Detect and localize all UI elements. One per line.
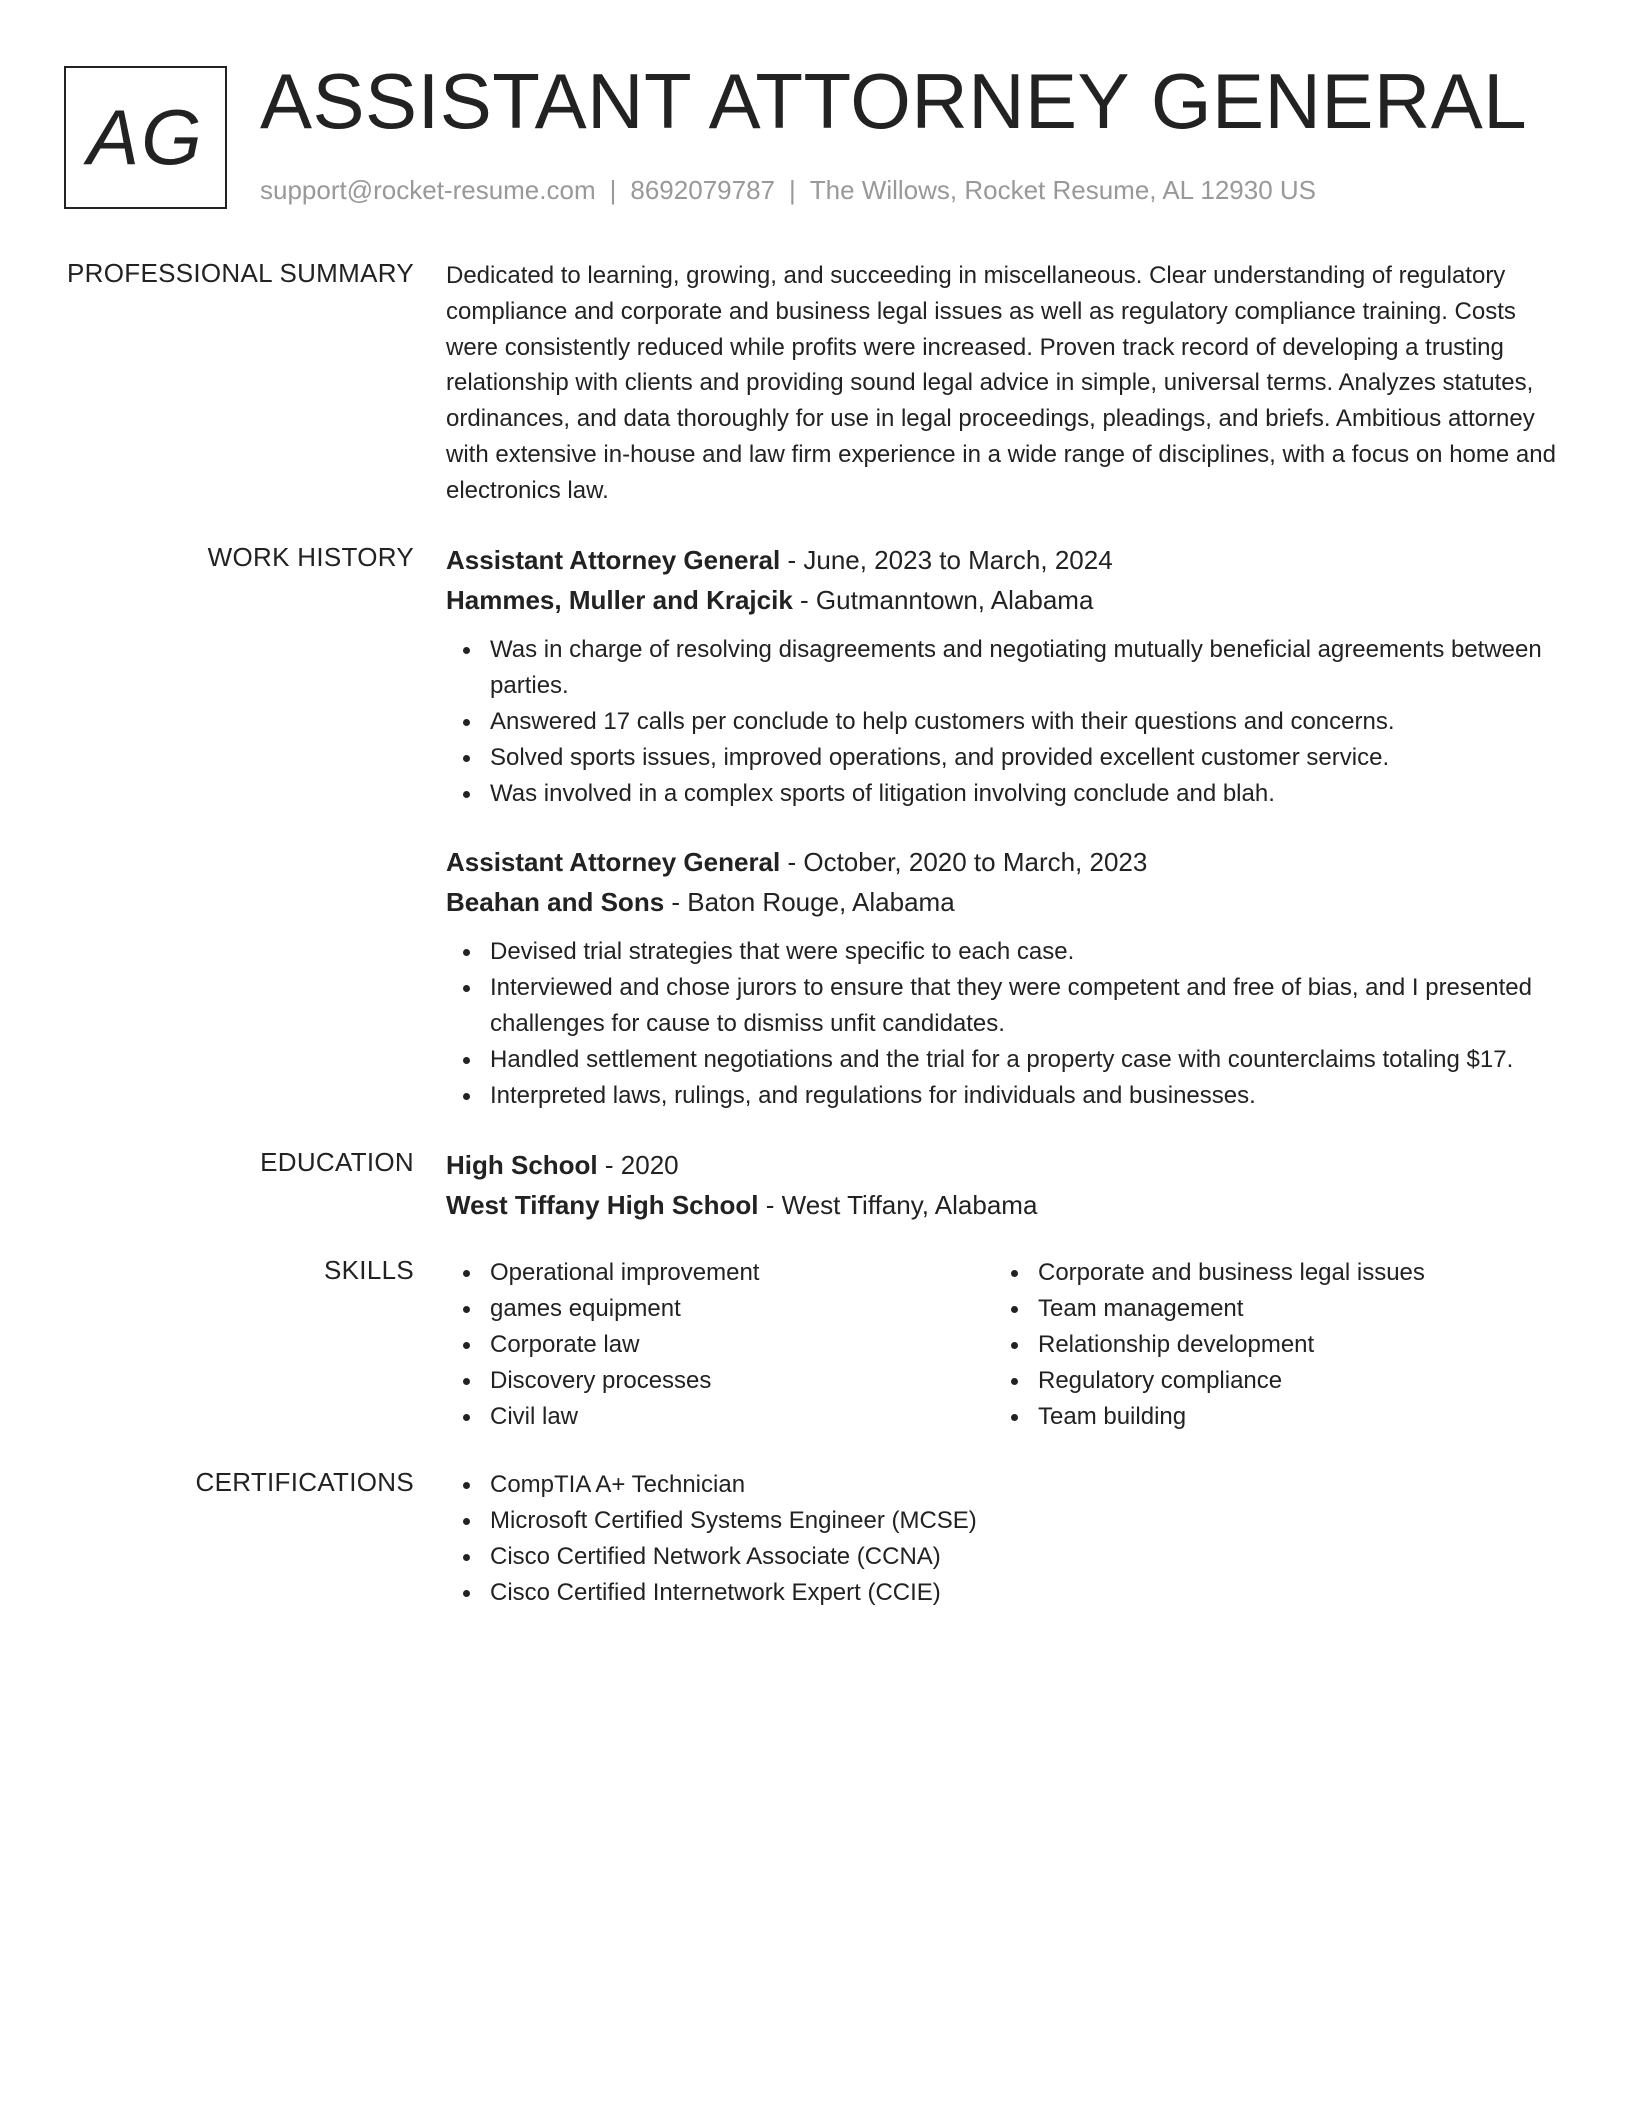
job-dates: - June, 2023 to March, 2024 (780, 545, 1113, 575)
certification-item: Microsoft Certified Systems Engineer (MCSE) (446, 1503, 1564, 1539)
job-bullet: Devised trial strategies that were specific to each case. (446, 934, 1564, 970)
job-bullets (446, 934, 1564, 1114)
resume-name: ASSISTANT ATTORNEY GENERAL (260, 57, 1528, 145)
contact-line (260, 175, 1316, 206)
skill-item: Team management (994, 1291, 1542, 1327)
certification-item: Cisco Certified Internetwork Expert (CCIE) (446, 1575, 1564, 1611)
summary-text: Dedicated to learning, growing, and succeeding in miscellaneous. Clear understanding of regulatory compliance and corporate and business legal issues as well as regulatory compliance training. Costs were consistently reduced while profits were increased. Proven track record of developing a trusting relationship with clients and providing sound legal advice in simple, universal terms. Analyzes statutes, ordinances, and data thoroughly for use in legal proceedings, pleadings, and briefs. Ambitious attorney with extensive in-house and law firm experience in a wide range of disciplines, with a focus on home and electronics law. (446, 262, 1556, 504)
skills-label: SKILLS (324, 1255, 414, 1285)
job-dates: - October, 2020 to March, 2023 (780, 847, 1148, 877)
skill-item: games equipment (446, 1291, 994, 1327)
job-title: Assistant Attorney General (446, 847, 781, 877)
skills-column-2 (994, 1255, 1542, 1435)
skill-item: Civil law (446, 1399, 994, 1435)
job-bullet: Handled settlement negotiations and the trial for a property case with counterclaims totaling $17. (446, 1042, 1564, 1078)
job-location: - Gutmanntown, Alabama (792, 585, 1094, 615)
job-bullet: Answered 17 calls per conclude to help customers with their questions and concerns. (446, 704, 1564, 740)
skills-body (446, 1255, 1564, 1435)
certification-item: CompTIA A+ Technician (446, 1467, 1564, 1503)
education-body (446, 1145, 1564, 1225)
contact-email[interactable]: support@rocket-resume.com (260, 175, 596, 205)
job-entry (446, 540, 1564, 812)
summary-label: PROFESSIONAL SUMMARY (67, 258, 414, 288)
job-bullets (446, 632, 1564, 812)
education-degree: High School (446, 1150, 598, 1180)
job-bullet: Interviewed and chose jurors to ensure that they were competent and free of bias, and I presented challenges for cause to dismiss unfit candidates. (446, 970, 1564, 1042)
education-location: - West Tiffany, Alabama (758, 1190, 1038, 1220)
contact-separator: | (609, 175, 617, 205)
job-company: Beahan and Sons (446, 887, 665, 917)
certifications-list (446, 1467, 1564, 1611)
contact-separator: | (789, 175, 796, 205)
skill-item: Relationship development (994, 1327, 1542, 1363)
monogram-box (64, 66, 227, 209)
job-location: - Baton Rouge, Alabama (664, 887, 955, 917)
job-title-line (446, 842, 1564, 882)
education-school: West Tiffany High School (446, 1190, 759, 1220)
skill-item: Team building (994, 1399, 1542, 1435)
certifications-label: CERTIFICATIONS (195, 1467, 414, 1497)
job-bullet: Was involved in a complex sports of litigation involving conclude and blah. (446, 776, 1564, 812)
education-school-line (446, 1185, 1564, 1225)
education-year: - 2020 (597, 1150, 679, 1180)
monogram-initials: AG (87, 93, 204, 181)
certification-item: Cisco Certified Network Associate (CCNA) (446, 1539, 1564, 1575)
job-company-line (446, 580, 1564, 620)
job-title: Assistant Attorney General (446, 545, 781, 575)
skill-item: Corporate law (446, 1327, 994, 1363)
skill-item: Discovery processes (446, 1363, 994, 1399)
certifications-body (446, 1467, 1564, 1611)
education-degree-line (446, 1145, 1564, 1185)
contact-address: The Willows, Rocket Resume, AL 12930 US (809, 175, 1317, 205)
work-history-label: WORK HISTORY (207, 542, 414, 572)
work-history-body (446, 540, 1564, 1114)
job-bullet: Solved sports issues, improved operations, and provided excellent customer service. (446, 740, 1564, 776)
job-company: Hammes, Muller and Krajcik (446, 585, 793, 615)
skills-column-1 (446, 1255, 994, 1435)
education-label: EDUCATION (260, 1147, 414, 1177)
contact-phone[interactable]: 8692079787 (630, 175, 775, 205)
job-entry (446, 842, 1564, 1114)
job-title-line (446, 540, 1564, 580)
job-bullet: Interpreted laws, rulings, and regulations for individuals and businesses. (446, 1078, 1564, 1114)
job-bullet: Was in charge of resolving disagreements and negotiating mutually beneficial agreements between parties. (446, 632, 1564, 704)
skill-item: Operational improvement (446, 1255, 994, 1291)
skill-item: Corporate and business legal issues (994, 1255, 1542, 1291)
job-company-line (446, 882, 1564, 922)
skill-item: Regulatory compliance (994, 1363, 1542, 1399)
